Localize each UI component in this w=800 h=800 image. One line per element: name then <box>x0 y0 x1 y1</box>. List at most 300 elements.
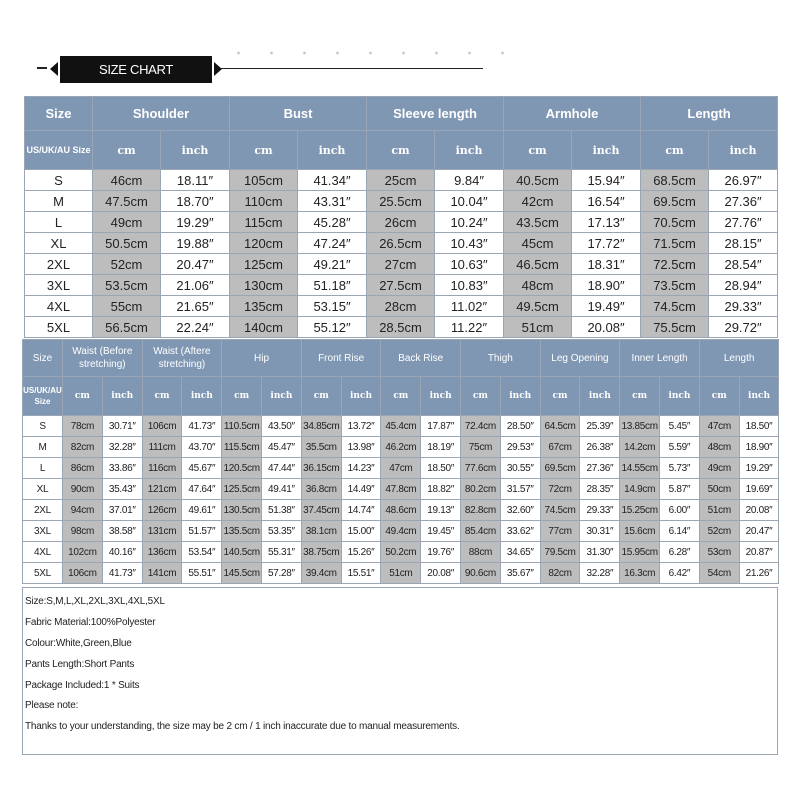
table-cell: 27cm <box>367 254 435 275</box>
table-cell: 39.4cm <box>301 563 341 584</box>
column-group-thigh: Thigh <box>461 340 541 377</box>
table-cell: 38.1cm <box>301 521 341 542</box>
table-cell: 6.14″ <box>660 521 700 542</box>
table-cell: 64.5cm <box>540 416 580 437</box>
table-row <box>25 212 778 233</box>
table-cell: 11.22″ <box>435 317 504 338</box>
table-cell: 28.15″ <box>709 233 778 254</box>
table-cell: 51cm <box>504 317 572 338</box>
table-cell: 19.49″ <box>572 296 641 317</box>
table-cell: 27.76″ <box>709 212 778 233</box>
table-cell: 94cm <box>63 500 103 521</box>
table-cell: 49.41″ <box>262 479 302 500</box>
table-cell: 74.5cm <box>641 296 709 317</box>
table-cell: 45.4cm <box>381 416 421 437</box>
table-cell: 14.49″ <box>341 479 381 500</box>
table-cell: 20.08″ <box>572 317 641 338</box>
table-cell: 41.73″ <box>102 563 142 584</box>
header-dots <box>222 51 522 55</box>
table-cell: 15.6cm <box>620 521 660 542</box>
table-cell: 102cm <box>63 542 103 563</box>
table-cell: 90.6cm <box>461 563 501 584</box>
table-cell: 10.43″ <box>435 233 504 254</box>
size-label: 2XL <box>25 254 93 275</box>
table-cell: 13.98″ <box>341 437 381 458</box>
column-group-armhole: Armhole <box>504 97 641 131</box>
table-cell: 19.88″ <box>161 233 230 254</box>
table-cell: 14.9cm <box>620 479 660 500</box>
unit-header-inch: inch <box>660 377 700 416</box>
table-row <box>23 479 779 500</box>
size-chart-banner <box>60 56 212 83</box>
table-row <box>23 500 779 521</box>
unit-header-cm: cm <box>93 131 161 170</box>
unit-header-cm: cm <box>699 377 739 416</box>
size-header: Size <box>25 97 93 131</box>
table-cell: 26.97″ <box>709 170 778 191</box>
size-label: 2XL <box>23 500 63 521</box>
table-cell: 74.5cm <box>540 500 580 521</box>
table-row <box>23 521 779 542</box>
table-cell: 11.02″ <box>435 296 504 317</box>
top-size-table <box>24 96 778 338</box>
table-cell: 67cm <box>540 437 580 458</box>
table-cell: 56.5cm <box>93 317 161 338</box>
table-cell: 70.5cm <box>641 212 709 233</box>
table-row <box>25 170 778 191</box>
unit-header-inch: inch <box>262 377 302 416</box>
unit-header-inch: inch <box>739 377 779 416</box>
table-cell: 18.19″ <box>421 437 461 458</box>
table-cell: 50.2cm <box>381 542 421 563</box>
table-row <box>25 254 778 275</box>
table-cell: 141cm <box>142 563 182 584</box>
table-cell: 68.5cm <box>641 170 709 191</box>
table-cell: 15.26″ <box>341 542 381 563</box>
column-group-shoulder: Shoulder <box>93 97 230 131</box>
table-cell: 18.31″ <box>572 254 641 275</box>
unit-header-inch: inch <box>709 131 778 170</box>
table-cell: 46cm <box>93 170 161 191</box>
table-cell: 69.5cm <box>540 458 580 479</box>
table-cell: 55.12″ <box>298 317 367 338</box>
table-cell: 116cm <box>142 458 182 479</box>
table-cell: 47.44″ <box>262 458 302 479</box>
table-cell: 18.82″ <box>421 479 461 500</box>
table-cell: 46.2cm <box>381 437 421 458</box>
table-cell: 6.42″ <box>660 563 700 584</box>
unit-header-inch: inch <box>161 131 230 170</box>
note-line: Thanks to your understanding, the size may be 2 cm / 1 inch inaccurate due to manual measurements. <box>25 721 460 733</box>
table-cell: 77cm <box>540 521 580 542</box>
column-group-front-rise: Front Rise <box>301 340 381 377</box>
size-label: S <box>25 170 93 191</box>
note-line: Package Included:1 * Suits <box>25 679 140 691</box>
table-cell: 43.31″ <box>298 191 367 212</box>
note-line: Pants Length:Short Pants <box>25 658 135 670</box>
unit-header-cm: cm <box>367 131 435 170</box>
table-cell: 35.67″ <box>500 563 540 584</box>
table-cell: 49.4cm <box>381 521 421 542</box>
table-cell: 53.5cm <box>93 275 161 296</box>
size-caption: US/UK/AU Size <box>25 131 93 170</box>
table-cell: 29.72″ <box>709 317 778 338</box>
table-cell: 19.29″ <box>739 458 779 479</box>
table-cell: 28.50″ <box>500 416 540 437</box>
table-cell: 21.06″ <box>161 275 230 296</box>
size-chart-title: SIZE CHART <box>98 62 174 77</box>
table-cell: 27.36″ <box>709 191 778 212</box>
table-cell: 106cm <box>63 563 103 584</box>
table-cell: 45.28″ <box>298 212 367 233</box>
table-cell: 51.18″ <box>298 275 367 296</box>
table-cell: 18.90″ <box>739 437 779 458</box>
table-cell: 15.51″ <box>341 563 381 584</box>
table-cell: 19.29″ <box>161 212 230 233</box>
table-cell: 49.21″ <box>298 254 367 275</box>
table-cell: 49.61″ <box>182 500 222 521</box>
table-cell: 52cm <box>699 521 739 542</box>
table-cell: 49.5cm <box>504 296 572 317</box>
table-cell: 51.57″ <box>182 521 222 542</box>
table-cell: 49cm <box>93 212 161 233</box>
table-row <box>25 275 778 296</box>
table-cell: 130.5cm <box>222 500 262 521</box>
table-cell: 77.6cm <box>461 458 501 479</box>
table-cell: 26.38″ <box>580 437 620 458</box>
table-cell: 53.54″ <box>182 542 222 563</box>
table-cell: 72.4cm <box>461 416 501 437</box>
size-header: Size <box>23 340 63 377</box>
table-cell: 19.69″ <box>739 479 779 500</box>
table-cell: 82.8cm <box>461 500 501 521</box>
table-cell: 14.55cm <box>620 458 660 479</box>
column-group-inner-length: Inner Length <box>620 340 700 377</box>
table-cell: 48cm <box>699 437 739 458</box>
table-cell: 30.55″ <box>500 458 540 479</box>
table-cell: 51cm <box>699 500 739 521</box>
column-group-sleeve-length: Sleeve length <box>367 97 504 131</box>
table-cell: 16.3cm <box>620 563 660 584</box>
table-cell: 48.6cm <box>381 500 421 521</box>
table-cell: 41.73″ <box>182 416 222 437</box>
table-row <box>23 542 779 563</box>
table-cell: 16.54″ <box>572 191 641 212</box>
table-cell: 29.33″ <box>709 296 778 317</box>
unit-header-cm: cm <box>641 131 709 170</box>
unit-header-inch: inch <box>102 377 142 416</box>
table-cell: 73.5cm <box>641 275 709 296</box>
table-cell: 17.13″ <box>572 212 641 233</box>
size-label: L <box>25 212 93 233</box>
table-cell: 21.26″ <box>739 563 779 584</box>
unit-header-inch: inch <box>182 377 222 416</box>
table-cell: 6.00″ <box>660 500 700 521</box>
table-cell: 26.5cm <box>367 233 435 254</box>
table-cell: 20.87″ <box>739 542 779 563</box>
note-line: Fabric Material:100%Polyester <box>25 616 156 628</box>
table-cell: 35.5cm <box>301 437 341 458</box>
table-cell: 75cm <box>461 437 501 458</box>
table-cell: 10.83″ <box>435 275 504 296</box>
unit-header-inch: inch <box>298 131 367 170</box>
table-cell: 15.00″ <box>341 521 381 542</box>
table-cell: 40.5cm <box>504 170 572 191</box>
table-cell: 82cm <box>63 437 103 458</box>
size-label: XL <box>25 233 93 254</box>
table-cell: 43.5cm <box>504 212 572 233</box>
table-cell: 6.28″ <box>660 542 700 563</box>
table-cell: 47cm <box>699 416 739 437</box>
table-cell: 29.33″ <box>580 500 620 521</box>
table-cell: 78cm <box>63 416 103 437</box>
header-rule <box>220 68 483 69</box>
column-group-back-rise: Back Rise <box>381 340 461 377</box>
table-cell: 79.5cm <box>540 542 580 563</box>
table-cell: 82cm <box>540 563 580 584</box>
column-group-bust: Bust <box>230 97 367 131</box>
table-cell: 28.35″ <box>580 479 620 500</box>
table-cell: 5.73″ <box>660 458 700 479</box>
table-cell: 57.28″ <box>262 563 302 584</box>
table-cell: 22.24″ <box>161 317 230 338</box>
table-cell: 26cm <box>367 212 435 233</box>
top-unit-header-row <box>25 131 778 170</box>
table-cell: 20.08″ <box>421 563 461 584</box>
table-row <box>23 416 779 437</box>
column-group-length: Length <box>641 97 778 131</box>
table-cell: 17.72″ <box>572 233 641 254</box>
table-cell: 25.5cm <box>367 191 435 212</box>
table-cell: 120cm <box>230 233 298 254</box>
table-cell: 20.47″ <box>161 254 230 275</box>
table-cell: 18.70″ <box>161 191 230 212</box>
table-cell: 31.57″ <box>500 479 540 500</box>
table-row <box>23 563 779 584</box>
table-cell: 32.60″ <box>500 500 540 521</box>
table-cell: 72.5cm <box>641 254 709 275</box>
unit-header-cm: cm <box>301 377 341 416</box>
table-cell: 34.65″ <box>500 542 540 563</box>
unit-header-inch: inch <box>341 377 381 416</box>
table-cell: 115.5cm <box>222 437 262 458</box>
table-cell: 5.59″ <box>660 437 700 458</box>
table-cell: 54cm <box>699 563 739 584</box>
table-cell: 110.5cm <box>222 416 262 437</box>
table-row <box>25 191 778 212</box>
table-cell: 53.35″ <box>262 521 302 542</box>
table-cell: 27.36″ <box>580 458 620 479</box>
table-cell: 135cm <box>230 296 298 317</box>
table-cell: 49cm <box>699 458 739 479</box>
unit-header-cm: cm <box>620 377 660 416</box>
table-cell: 25cm <box>367 170 435 191</box>
table-cell: 125cm <box>230 254 298 275</box>
table-cell: 10.24″ <box>435 212 504 233</box>
size-label: 3XL <box>25 275 93 296</box>
table-cell: 50.5cm <box>93 233 161 254</box>
table-cell: 47cm <box>381 458 421 479</box>
table-cell: 53cm <box>699 542 739 563</box>
table-cell: 111cm <box>142 437 182 458</box>
column-group-hip: Hip <box>222 340 302 377</box>
table-cell: 28.5cm <box>367 317 435 338</box>
table-cell: 32.28″ <box>102 437 142 458</box>
table-cell: 21.65″ <box>161 296 230 317</box>
table-cell: 19.76″ <box>421 542 461 563</box>
table-cell: 50cm <box>699 479 739 500</box>
table-cell: 19.13″ <box>421 500 461 521</box>
table-cell: 15.25cm <box>620 500 660 521</box>
unit-header-cm: cm <box>504 131 572 170</box>
table-cell: 38.75cm <box>301 542 341 563</box>
table-cell: 55.51″ <box>182 563 222 584</box>
bottom-size-table <box>22 339 779 584</box>
size-label: XL <box>23 479 63 500</box>
table-cell: 80.2cm <box>461 479 501 500</box>
table-cell: 18.11″ <box>161 170 230 191</box>
table-cell: 47.64″ <box>182 479 222 500</box>
unit-header-cm: cm <box>142 377 182 416</box>
table-cell: 135.5cm <box>222 521 262 542</box>
table-cell: 19.45″ <box>421 521 461 542</box>
table-cell: 33.86″ <box>102 458 142 479</box>
table-cell: 51cm <box>381 563 421 584</box>
unit-header-inch: inch <box>435 131 504 170</box>
table-cell: 31.30″ <box>580 542 620 563</box>
header-dash-left <box>37 67 47 69</box>
table-cell: 98cm <box>63 521 103 542</box>
table-row <box>23 437 779 458</box>
table-cell: 34.85cm <box>301 416 341 437</box>
table-cell: 69.5cm <box>641 191 709 212</box>
table-cell: 106cm <box>142 416 182 437</box>
table-cell: 10.63″ <box>435 254 504 275</box>
table-cell: 13.72″ <box>341 416 381 437</box>
table-cell: 45.47″ <box>262 437 302 458</box>
size-label: 5XL <box>23 563 63 584</box>
table-cell: 140cm <box>230 317 298 338</box>
table-cell: 45.67″ <box>182 458 222 479</box>
table-cell: 110cm <box>230 191 298 212</box>
table-cell: 40.16″ <box>102 542 142 563</box>
size-label: M <box>23 437 63 458</box>
unit-header-inch: inch <box>580 377 620 416</box>
table-row <box>23 458 779 479</box>
table-cell: 53.15″ <box>298 296 367 317</box>
table-cell: 30.31″ <box>580 521 620 542</box>
table-cell: 42cm <box>504 191 572 212</box>
unit-header-cm: cm <box>381 377 421 416</box>
size-label: 4XL <box>23 542 63 563</box>
note-line: Please note: <box>25 700 79 712</box>
table-cell: 10.04″ <box>435 191 504 212</box>
table-cell: 75.5cm <box>641 317 709 338</box>
table-cell: 47.24″ <box>298 233 367 254</box>
size-label: L <box>23 458 63 479</box>
table-row <box>25 296 778 317</box>
table-cell: 33.62″ <box>500 521 540 542</box>
table-cell: 20.08″ <box>739 500 779 521</box>
column-group-waist-aftere-stretching: Waist (Aftere stretching) <box>142 340 222 377</box>
table-cell: 17.87″ <box>421 416 461 437</box>
table-cell: 72cm <box>540 479 580 500</box>
table-cell: 30.71″ <box>102 416 142 437</box>
size-label: M <box>25 191 93 212</box>
table-cell: 38.58″ <box>102 521 142 542</box>
table-cell: 5.45″ <box>660 416 700 437</box>
table-cell: 140.5cm <box>222 542 262 563</box>
table-cell: 130cm <box>230 275 298 296</box>
table-cell: 105cm <box>230 170 298 191</box>
table-cell: 13.85cm <box>620 416 660 437</box>
unit-header-cm: cm <box>63 377 103 416</box>
table-cell: 51.38″ <box>262 500 302 521</box>
table-cell: 32.28″ <box>580 563 620 584</box>
bottom-group-header-row <box>23 340 779 377</box>
table-cell: 86cm <box>63 458 103 479</box>
table-cell: 36.15cm <box>301 458 341 479</box>
table-cell: 37.01″ <box>102 500 142 521</box>
unit-header-inch: inch <box>572 131 641 170</box>
table-cell: 88cm <box>461 542 501 563</box>
table-cell: 115cm <box>230 212 298 233</box>
table-cell: 131cm <box>142 521 182 542</box>
note-line: Size:S,M,L,XL,2XL,3XL,4XL,5XL <box>25 596 165 607</box>
unit-header-cm: cm <box>222 377 262 416</box>
column-group-waist-before-stretching: Waist (Before stretching) <box>63 340 143 377</box>
table-cell: 28.54″ <box>709 254 778 275</box>
size-label: S <box>23 416 63 437</box>
table-cell: 37.45cm <box>301 500 341 521</box>
table-cell: 20.47″ <box>739 521 779 542</box>
table-cell: 85.4cm <box>461 521 501 542</box>
table-cell: 36.8cm <box>301 479 341 500</box>
table-cell: 28cm <box>367 296 435 317</box>
table-cell: 71.5cm <box>641 233 709 254</box>
table-cell: 15.95cm <box>620 542 660 563</box>
table-cell: 35.43″ <box>102 479 142 500</box>
bottom-unit-header-row <box>23 377 779 416</box>
top-group-header-row <box>25 97 778 131</box>
table-cell: 15.94″ <box>572 170 641 191</box>
table-cell: 14.23″ <box>341 458 381 479</box>
table-cell: 125.5cm <box>222 479 262 500</box>
table-cell: 55cm <box>93 296 161 317</box>
table-cell: 47.8cm <box>381 479 421 500</box>
table-cell: 121cm <box>142 479 182 500</box>
table-cell: 18.50″ <box>739 416 779 437</box>
table-cell: 18.90″ <box>572 275 641 296</box>
table-cell: 43.50″ <box>262 416 302 437</box>
table-cell: 28.94″ <box>709 275 778 296</box>
table-cell: 136cm <box>142 542 182 563</box>
size-caption: US/UK/AU Size <box>23 377 63 416</box>
column-group-leg-opening: Leg Opening <box>540 340 620 377</box>
table-cell: 145.5cm <box>222 563 262 584</box>
column-group-length: Length <box>699 340 779 377</box>
product-notes <box>22 587 778 755</box>
table-cell: 90cm <box>63 479 103 500</box>
table-cell: 18.50″ <box>421 458 461 479</box>
size-label: 5XL <box>25 317 93 338</box>
table-cell: 45cm <box>504 233 572 254</box>
table-cell: 126cm <box>142 500 182 521</box>
table-cell: 46.5cm <box>504 254 572 275</box>
table-cell: 41.34″ <box>298 170 367 191</box>
unit-header-cm: cm <box>461 377 501 416</box>
table-cell: 27.5cm <box>367 275 435 296</box>
